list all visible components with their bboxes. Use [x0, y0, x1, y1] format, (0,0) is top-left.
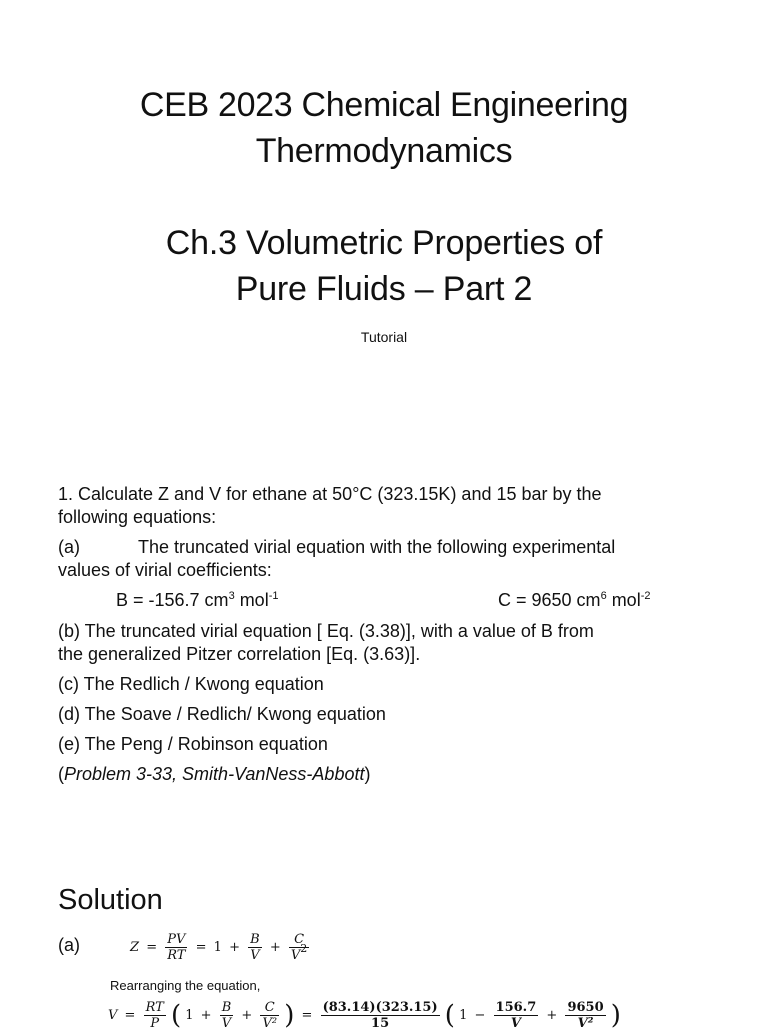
volume-equation: V = $\frac{RT}{P}$ ( 1 + $\frac{B}{V}$ + $\frac{C}{\text{V²}}$ ) = $\frac{(83.14)(323.15)}{15}$ ( 1 − $\frac{156.7}{V}$ + $\frac{9650}{\text{V²}}$ ): [108, 1000, 621, 1031]
part-a-line-2: values of virial coefficients:: [58, 560, 272, 580]
problem-part-b: [58, 620, 708, 666]
part-b-line-1: (b) The truncated virial equation [ Eq. (3.38)], with a value of B from: [58, 621, 594, 641]
problem-intro-line-2: following equations:: [58, 507, 217, 527]
solution-heading: Solution: [58, 884, 163, 916]
tutorial-label: Tutorial: [360, 329, 408, 345]
title-line-1: CEB 2023 Chemical Engineering: [139, 86, 629, 124]
subtitle-line-1: Ch.3 Volumetric Properties of: [165, 224, 603, 262]
fraction-c-v2: $\frac{C}{V^2}$: [290, 932, 308, 963]
coefficient-b: B = -156.7 $cm^3$ mol$^{-1}$: [116, 590, 279, 610]
problem-part-a: [58, 536, 708, 582]
title-line-2: Thermodynamics: [255, 132, 513, 170]
problem-intro: [58, 483, 708, 529]
virial-coefficients: [58, 589, 708, 612]
solution-part-a-label: (a): [58, 935, 80, 955]
problem-intro-line-1: 1. Calculate Z and V for ethane at 50°C (323.15K) and 15 bar by the: [58, 484, 602, 504]
part-a-label: (a): [58, 537, 80, 557]
problem-part-e: (e) The Peng / Robinson equation: [58, 734, 328, 754]
problem-statement: [58, 483, 708, 793]
coefficient-c: C = 9650 $cm^6$ mol$^{-2}$: [498, 590, 651, 610]
fraction-b-v: $\frac{B}{V}$: [250, 932, 260, 963]
part-b-line-2: the generalized Pitzer correlation [Eq. (3.63)].: [58, 644, 421, 664]
problem-part-d: (d) The Soave / Redlich/ Kwong equation: [58, 704, 386, 724]
virial-equation: Z = $\frac{PV}{RT}$ = 1 + $\frac{B}{V}$ + $\frac{C}{V^2}$: [130, 932, 308, 963]
problem-part-c: (c) The Redlich / Kwong equation: [58, 674, 324, 694]
part-a-line-1: The truncated virial equation with the following experimental: [138, 537, 616, 557]
rearranging-note: Rearranging the equation,: [110, 978, 261, 993]
problem-reference: (Problem 3-33, Smith-VanNess-Abbott): [58, 764, 371, 784]
fraction-pv-rt: $\frac{PV}{RT}$: [167, 932, 186, 963]
subtitle-line-2: Pure Fluids – Part 2: [235, 270, 533, 308]
document-subtitle: [0, 220, 768, 312]
document-title: [0, 82, 768, 174]
